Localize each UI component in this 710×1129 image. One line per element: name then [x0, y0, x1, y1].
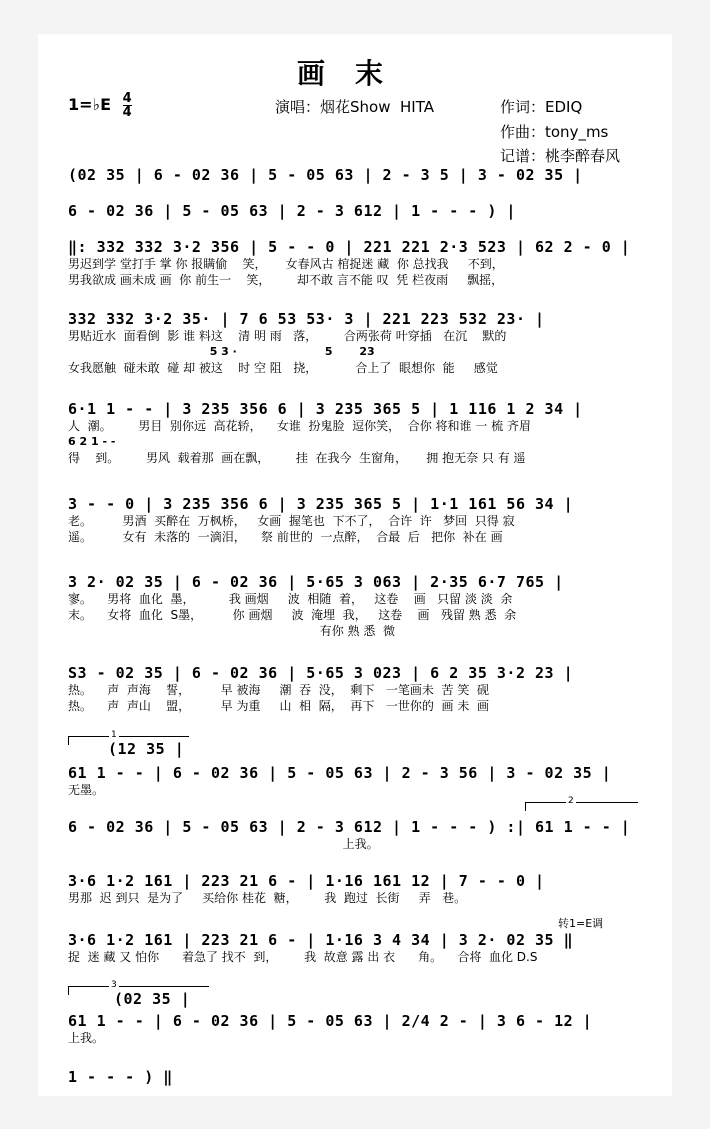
volta-number: 3	[111, 980, 117, 990]
key-signature	[68, 92, 132, 119]
time-signature	[123, 92, 132, 119]
notes-line: (02 35 | 6 - 02 36 | 5 - 05 63 | 2 - 3 5 | 3 - 02 35 |	[68, 166, 583, 184]
key-change-note: 转1=E调	[558, 917, 604, 930]
lyric-line: 男迟到学 堂打手 掌 你 报瞒偷 笑， 女春风古 棺捉迷 藏 你 总找我 不到，	[68, 257, 504, 271]
notes-line: ‖: 332 332 3·2 356 | 5 - - 0 | 221 221 2·3 523 | 62 2 - 0 |	[68, 238, 631, 256]
notes-line: 3·6 1·2 161 | 223 21 6 - | 1·16 161 12 | 7 - - 0 |	[68, 872, 545, 890]
lyric-line: 寥。 男将 血化 墨， 我 画烟 波 相随 着， 这卷 画 只留 淡 淡 余	[68, 592, 513, 606]
notes-line: 6 - 02 36 | 5 - 05 63 | 2 - 3 612 | 1 - - - ) :| 61 1 - - |	[68, 818, 631, 836]
pickup-notes: (02 35 |	[114, 990, 191, 1008]
score-row-12	[68, 931, 640, 965]
time-denominator: 4	[122, 105, 132, 120]
volta-number: 1	[111, 730, 117, 740]
score-row-2	[68, 202, 640, 220]
pickup-notes: (12 35 |	[108, 740, 185, 758]
score-row-9	[68, 764, 640, 798]
score-row-13	[68, 1012, 640, 1046]
singer-credit: 演唱：烟花Show HITA	[275, 98, 434, 116]
volta-2	[525, 796, 638, 811]
lyric-line: 男贴近水 面看倒 影 谁 料这 清 明 雨 落， 合两张荷 叶穿插 在沉 默的	[68, 329, 507, 343]
lyric-line: 人 潮。 男目 别你远 高花轿， 女谁 扮鬼脸 逗你笑， 合你 将和谁 一 梳 齐眉	[68, 419, 531, 433]
score-row-11	[68, 872, 640, 906]
notes-line: 3 - - 0 | 3 235 356 6 | 3 235 365 5 | 1·1 161 56 34 |	[68, 495, 574, 513]
lyric-line: 上我。	[68, 837, 379, 851]
composer-credit: 作曲：tony_ms	[500, 123, 609, 141]
lyric-line: 女我愿触 碰未敢 碰 却 被这 时 空 阻 挠， 合上了 眼想你 能 感觉	[68, 361, 498, 375]
lyric-line: 末。 女将 血化 S墨， 你 画烟 波 淹埋 我， 这卷 画 残留 熟 悉 余	[68, 608, 517, 622]
lyric-line: 得 到。 男风 载着那 画在飘， 挂 在我今 生窗角， 拥 抱无奈 只 有 遥	[68, 451, 526, 465]
notes-line: 6 - 02 36 | 5 - 05 63 | 2 - 3 612 | 1 - - - ) |	[68, 202, 516, 220]
score-row-1	[68, 166, 640, 184]
notes-line: 1 - - - ) ‖	[68, 1068, 173, 1086]
lyric-line: 男那 迟 到只 是为了 买给你 桂花 糖， 我 跑过 长街 弄 巷。	[68, 891, 467, 905]
notes-line: 61 1 - - | 6 - 02 36 | 5 - 05 63 | 2 - 3 56 | 3 - 02 35 |	[68, 764, 612, 782]
score-row-7	[68, 573, 640, 639]
score-row-6	[68, 495, 640, 545]
score-row-8	[68, 664, 640, 714]
song-title: 画末	[296, 57, 413, 90]
lyric-line: 热。 声 声海 誓， 早 被海 潮 吞 没， 剩下 一笔画未 苦 笑 砚	[68, 683, 489, 697]
score-row-10	[68, 818, 640, 852]
score-row-5	[68, 400, 640, 466]
lyric-line: 无墨。	[68, 783, 105, 797]
transcriber-credit: 记谱：桃李醉春风	[500, 147, 621, 165]
time-numerator: 4	[122, 91, 132, 106]
lyric-line: 热。 声 声山 盟， 早 为重 山 相 隔， 再下 一世你的 画 未 画	[68, 699, 489, 713]
lyric-line: 捉 迷 藏 又 怕你 着急了 找不 到， 我 故意 露 出 衣 角。 合将 血化 D.S	[68, 950, 538, 964]
volta-number: 2	[568, 796, 574, 806]
alt-notes-line: 5 3 · 5 23	[68, 345, 375, 358]
score-row-14	[68, 1068, 640, 1086]
notes-line: 6·1 1 - - | 3 235 356 6 | 3 235 365 5 | 1 116 1 2 34 |	[68, 400, 583, 418]
notes-line: 3·6 1·2 161 | 223 21 6 - | 1·16 3 4 34 | 3 2· 02 35 ‖	[68, 931, 574, 949]
notes-line: S3 - 02 35 | 6 - 02 36 | 5·65 3 023 | 6 2 35 3·2 23 |	[68, 664, 574, 682]
lyric-line: 老。 男酒 买醉在 万枫桥， 女画 握笔也 下不了， 合许 许 梦回 只得 寂	[68, 514, 515, 528]
notes-line: 61 1 - - | 6 - 02 36 | 5 - 05 63 | 2/4 2 - | 3 6 - 12 |	[68, 1012, 593, 1030]
alt-notes-line: 6 2 1 - -	[68, 435, 116, 448]
lyric-line: 男我欲成 画未成 画 你 前生一 笑， 却不敢 言不能 叹 凭 栏夜雨 飘摇，	[68, 273, 504, 287]
lyric-line: 遥。 女有 未落的 一滴泪， 祭 前世的 一点醉， 合最 后 把你 补在 画	[68, 530, 503, 544]
lyric-line: 上我。	[68, 1031, 105, 1045]
notes-line: 332 332 3·2 35· | 7 6 53 53· 3 | 221 223 532 23· |	[68, 310, 545, 328]
notes-line: 3 2· 02 35 | 6 - 02 36 | 5·65 3 063 | 2·35 6·7 765 |	[68, 573, 564, 591]
lyricist-credit: 作词：EDIQ	[500, 98, 583, 116]
lyric-line: 有你 熟 悉 微	[68, 624, 396, 638]
score-row-3	[68, 238, 640, 288]
key-label: 1=♭E	[68, 95, 112, 114]
score-row-4	[68, 310, 640, 376]
